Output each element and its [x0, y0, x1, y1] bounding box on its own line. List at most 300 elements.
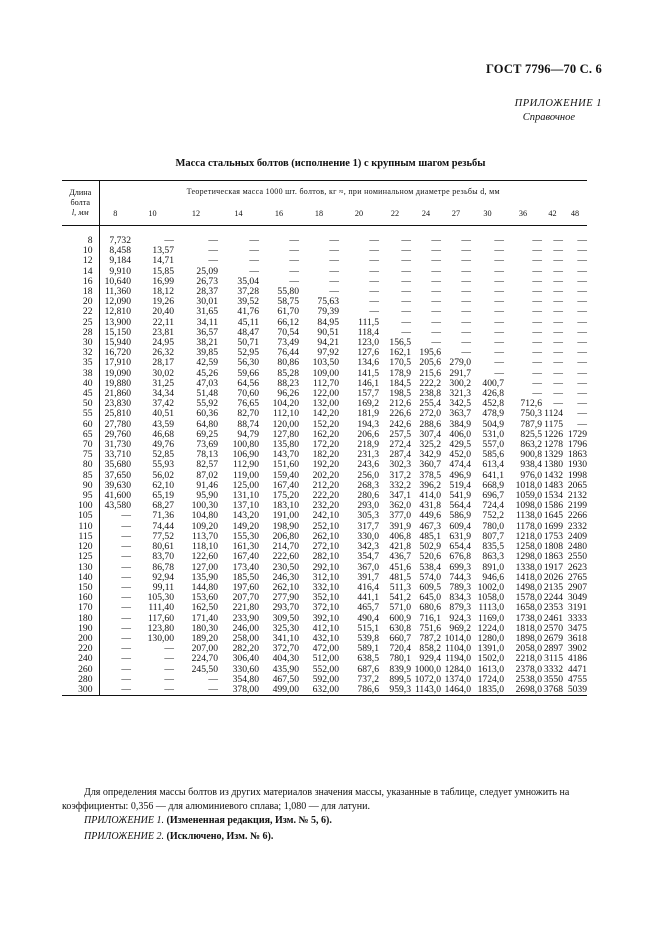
mass-cell: 212,20 — [312, 479, 339, 491]
appendix-type: Справочное — [522, 112, 575, 123]
mass-cell: 224,70 — [191, 653, 218, 665]
mass-cell: — — [532, 235, 542, 246]
mass-cell: — — [577, 296, 587, 308]
mass-cell: — — [401, 255, 411, 267]
mass-cell: 787,9 — [520, 418, 542, 430]
mass-cell: 242,6 — [389, 418, 411, 430]
mass-cell: 230,50 — [272, 561, 299, 573]
mass-cell: 144,80 — [191, 581, 218, 593]
mass-cell: 43,580 — [104, 500, 131, 512]
mass-cell: 16,99 — [152, 275, 174, 287]
bolt-length-cell: 55 — [62, 409, 99, 419]
mass-cell: 19,090 — [104, 367, 131, 379]
mass-cell: 19,880 — [104, 377, 131, 389]
mass-cell: 330,60 — [232, 663, 259, 675]
mass-cell: 33,710 — [104, 449, 131, 461]
mass-cell: 959,3 — [379, 685, 411, 696]
table-spacer-row — [62, 226, 587, 237]
mass-cell: — — [369, 265, 379, 277]
bolt-length-cell: 70 — [62, 440, 99, 450]
mass-cell: — — [431, 316, 441, 328]
mass-cell: 1278 — [543, 439, 563, 451]
mass-cell: 332,10 — [312, 581, 339, 593]
mass-cell: 46,68 — [152, 428, 174, 440]
mass-cell: 1818,0 — [515, 622, 542, 634]
mass-cell: 638,5 — [357, 653, 379, 665]
mass-cell: 392,10 — [312, 612, 339, 624]
mass-cell: 1058,0 — [477, 592, 504, 604]
mass-cell: 789,3 — [449, 581, 471, 593]
mass-cell: — — [329, 255, 339, 267]
length-header-line-1: Длина — [69, 188, 92, 197]
mass-cell: 2218,0 — [515, 653, 542, 665]
mass-cell: 531,0 — [482, 428, 504, 440]
mass-cell: 282,10 — [312, 551, 339, 563]
mass-cell: 82,70 — [237, 408, 259, 420]
mass-cell: 127,6 — [357, 347, 379, 359]
mass-cell: 291,7 — [449, 367, 471, 379]
mass-cell: 1098,0 — [515, 500, 542, 512]
mass-cell: 1329 — [543, 449, 563, 461]
mass-cell: — — [494, 245, 504, 257]
mass-cell: 1284,0 — [444, 663, 471, 675]
mass-cell: 362,0 — [389, 500, 411, 512]
mass-cell: 1018,0 — [515, 479, 542, 491]
bolt-length-cell: 85 — [62, 471, 99, 481]
mass-cell: 490,4 — [357, 612, 379, 624]
mass-cell: — — [577, 347, 587, 359]
mass-cell: 1808 — [543, 541, 563, 553]
mass-cell: 367,0 — [357, 561, 379, 573]
mass-cell: — — [461, 235, 471, 246]
mass-cell: — — [289, 255, 299, 267]
mass-cell: 552,00 — [312, 663, 339, 675]
mass-cell: — — [121, 510, 131, 522]
mass-cell: 39,630 — [104, 479, 131, 491]
mass-cell: 10,640 — [104, 275, 131, 287]
mass-cell: 452,8 — [482, 398, 504, 410]
mass-cell: 676,8 — [449, 551, 471, 563]
mass-cell: 834,3 — [449, 592, 471, 604]
mass-table — [62, 180, 587, 696]
table-row — [62, 246, 587, 256]
mass-cell: 125,00 — [232, 479, 259, 491]
diameter-header: 14 — [218, 203, 259, 226]
mass-cell: — — [369, 286, 379, 298]
mass-cell: 141,5 — [357, 367, 379, 379]
mass-cell: 750,3 — [520, 408, 542, 420]
mass-cell: 451,6 — [389, 561, 411, 573]
mass-cell: 38,21 — [196, 337, 218, 349]
mass-cell: 429,5 — [449, 439, 471, 451]
mass-cell: — — [577, 326, 587, 338]
mass-cell: — — [401, 235, 411, 246]
bolt-length-cell: 45 — [62, 389, 99, 399]
mass-cell: — — [289, 245, 299, 257]
bolt-length-cell: 8 — [62, 236, 99, 246]
mass-cell: — — [249, 255, 259, 267]
bolt-length-cell: 110 — [62, 522, 99, 532]
mass-cell: — — [249, 245, 259, 257]
mass-cell: — — [532, 347, 542, 359]
mass-cell: — — [553, 265, 563, 277]
mass-cell: 8,458 — [109, 245, 131, 257]
mass-cell: 100,80 — [232, 439, 259, 451]
mass-cell: 377,0 — [389, 510, 411, 522]
mass-cell: 1729 — [567, 428, 587, 440]
mass-cell: 130,00 — [147, 632, 174, 644]
mass-cell: 1699 — [543, 520, 563, 532]
mass-cell: 206,6 — [357, 428, 379, 440]
mass-cell: 282,20 — [232, 643, 259, 655]
mass-cell: 1280,0 — [477, 632, 504, 644]
mass-cell: 2623 — [567, 561, 587, 573]
mass-cell: 1143,0 — [411, 685, 441, 696]
mass-cell: 780,0 — [482, 520, 504, 532]
bolt-length-cell: 65 — [62, 430, 99, 440]
mass-cell: 15,150 — [104, 326, 131, 338]
appendix-note-2 — [84, 831, 273, 842]
mass-cell: 1796 — [567, 439, 587, 451]
mass-cell: 277,90 — [272, 592, 299, 604]
mass-cell: 35,680 — [104, 459, 131, 471]
mass-cell: 786,6 — [339, 685, 379, 696]
mass-cell: 131,10 — [232, 490, 259, 502]
mass-cell: 481,5 — [389, 571, 411, 583]
mass-cell: 574,0 — [419, 571, 441, 583]
mass-cell: 406,0 — [449, 428, 471, 440]
mass-cell: 252,10 — [312, 520, 339, 532]
mass-cell: — — [461, 306, 471, 318]
mass-cell: — — [401, 326, 411, 338]
mass-cell: 751,6 — [419, 622, 441, 634]
mass-cell: 2135 — [543, 581, 563, 593]
mass-cell: — — [494, 265, 504, 277]
mass-cell: 372,70 — [272, 643, 299, 655]
table-row — [62, 552, 587, 562]
mass-cell: 4755 — [567, 673, 587, 685]
mass-cell: 752,2 — [482, 510, 504, 522]
mass-cell: 302,3 — [389, 459, 411, 471]
mass-cell: 321,3 — [449, 388, 471, 400]
mass-cell: — — [121, 571, 131, 583]
mass-cell: — — [164, 663, 174, 675]
mass-cell: 404,30 — [272, 653, 299, 665]
bolt-length-cell: 120 — [62, 542, 99, 552]
bolt-length-cell: 18 — [62, 287, 99, 297]
mass-cell: 70,60 — [237, 388, 259, 400]
mass-cell: 630,8 — [389, 622, 411, 634]
mass-cell: 412,10 — [312, 622, 339, 634]
mass-cell: 15,85 — [152, 265, 174, 277]
mass-cell: 1226 — [543, 428, 563, 440]
mass-cell: 9,184 — [109, 255, 131, 267]
mass-cell: 23,830 — [104, 398, 131, 410]
mass-cell: 119,00 — [232, 469, 259, 481]
mass-cell: 305,3 — [357, 510, 379, 522]
mass-cell: — — [249, 265, 259, 277]
mass-cell: — — [401, 306, 411, 318]
mass-cell: — — [289, 235, 299, 246]
mass-cell: — — [532, 255, 542, 267]
mass-cell: 191,00 — [272, 510, 299, 522]
mass-cell: 341,10 — [272, 632, 299, 644]
mass-cell: — — [553, 388, 563, 400]
mass-cell: — — [249, 235, 259, 246]
mass-cell: — — [369, 245, 379, 257]
mass-cell: 2026 — [543, 571, 563, 583]
mass-cell: 60,36 — [196, 408, 218, 420]
mass-cell: 34,11 — [196, 316, 218, 328]
mass-cell: 474,4 — [449, 459, 471, 471]
mass-cell: — — [329, 265, 339, 277]
mass-cell: 1059,0 — [515, 490, 542, 502]
material-note: Для определения массы болтов из других материалов значения массы, указанные в таблице, следует умножить на коэффициенты: 0,356 — для алюминиевого сплава; 1,080 — для латуни. — [62, 787, 570, 812]
mass-cell: 976,0 — [520, 469, 542, 481]
mass-cell: 485,1 — [419, 530, 441, 542]
mass-cell: 178,9 — [389, 367, 411, 379]
mass-cell: 207,70 — [232, 592, 259, 604]
mass-cell: 122,60 — [191, 551, 218, 563]
mass-cell: 332,2 — [389, 479, 411, 491]
mass-cell: 207,00 — [191, 643, 218, 655]
mass-cell: 212,6 — [389, 398, 411, 410]
mass-cell: — — [494, 326, 504, 338]
mass-cell: — — [494, 357, 504, 369]
mass-cell: 312,10 — [312, 571, 339, 583]
mass-cell: 104,80 — [191, 510, 218, 522]
mass-cell: 1218,0 — [515, 530, 542, 542]
mass-cell: 1738,0 — [515, 612, 542, 624]
mass-cell: — — [121, 632, 131, 644]
mass-cell: 414,0 — [419, 490, 441, 502]
mass-cell: 13,57 — [152, 245, 174, 257]
bolt-length-cell: 140 — [62, 573, 99, 583]
mass-cell: — — [532, 357, 542, 369]
mass-cell: 52,85 — [152, 449, 174, 461]
mass-cell: — — [431, 265, 441, 277]
mass-cell: 4186 — [567, 653, 587, 665]
mass-cell: — — [577, 367, 587, 379]
mass-cell: — — [431, 235, 441, 246]
mass-cell: 256,0 — [357, 469, 379, 481]
mass-cell: — — [494, 367, 504, 379]
mass-cell: — — [431, 275, 441, 287]
mass-cell: — — [431, 306, 441, 318]
mass-cell: 342,9 — [419, 449, 441, 461]
mass-cell: 68,27 — [152, 500, 174, 512]
mass-cell: 12,090 — [104, 296, 131, 308]
mass-cell: 449,6 — [419, 510, 441, 522]
mass-cell: 1418,0 — [515, 571, 542, 583]
mass-cell: 104,20 — [272, 398, 299, 410]
mass-cell: 426,8 — [482, 388, 504, 400]
mass-cell: 1104,0 — [444, 643, 471, 655]
mass-cell: — — [577, 337, 587, 349]
mass-cell: 396,2 — [419, 479, 441, 491]
bolt-length-cell: 90 — [62, 481, 99, 491]
mass-cell: — — [577, 265, 587, 277]
mass-cell: 84,95 — [317, 316, 339, 328]
mass-cell: 171,40 — [191, 612, 218, 624]
mass-cell: — — [577, 418, 587, 430]
mass-cell: 76,65 — [237, 398, 259, 410]
mass-cell: 1258,0 — [515, 541, 542, 553]
mass-cell: 31,25 — [152, 377, 174, 389]
mass-cell: 111,40 — [148, 602, 174, 614]
mass-cell: 181,9 — [357, 408, 379, 420]
mass-cell: 112,10 — [272, 408, 299, 420]
mass-cell: — — [121, 673, 131, 685]
mass-cell: 167,40 — [272, 479, 299, 491]
mass-cell: 807,7 — [482, 530, 504, 542]
mass-cell: 222,20 — [312, 490, 339, 502]
mass-cell: 30,01 — [196, 296, 218, 308]
table-row — [62, 654, 587, 664]
mass-cell: 31,65 — [196, 306, 218, 318]
bolt-length-cell: 240 — [62, 654, 99, 664]
mass-cell: 156,5 — [389, 337, 411, 349]
mass-cell: — — [329, 286, 339, 298]
mass-cell: — — [174, 685, 218, 696]
mass-cell: 354,7 — [357, 551, 379, 563]
mass-cell: 90,51 — [317, 326, 339, 338]
mass-cell: 161,30 — [232, 541, 259, 553]
appendix-note-2-text: (Исключено, Изм. № 6). — [166, 831, 274, 842]
length-header — [62, 181, 99, 226]
mass-cell: 1658,0 — [515, 602, 542, 614]
mass-cell: 716,1 — [419, 612, 441, 624]
mass-cell: — — [553, 286, 563, 298]
mass-cell: 159,40 — [272, 469, 299, 481]
mass-cell: 3768 — [543, 683, 563, 695]
mass-cell: 1586 — [543, 500, 563, 512]
mass-cell: 24,95 — [152, 337, 174, 349]
mass-cell: 180,30 — [191, 622, 218, 634]
mass-cell: 15,940 — [104, 337, 131, 349]
mass-cell: 2897 — [543, 643, 563, 655]
bolt-length-cell: 38 — [62, 369, 99, 379]
mass-cell: 42,59 — [196, 357, 218, 369]
bolt-length-cell: 60 — [62, 420, 99, 430]
mass-cell: 2538,0 — [515, 673, 542, 685]
mass-cell: 835,5 — [482, 541, 504, 553]
mass-cell: 378,00 — [218, 685, 259, 696]
diameter-header-row — [62, 203, 587, 226]
mass-cell: 2698,0 — [504, 685, 542, 696]
mass-cell: — — [369, 275, 379, 287]
mass-cell: 317,7 — [357, 520, 379, 532]
mass-cell: 1502,0 — [477, 653, 504, 665]
mass-cell: 58,75 — [277, 296, 299, 308]
mass-cell: 660,7 — [389, 632, 411, 644]
mass-cell: 73,69 — [196, 439, 218, 451]
mass-cell: 699,3 — [449, 561, 471, 573]
mass-cell: 62,10 — [152, 479, 174, 491]
mass-cell: — — [461, 275, 471, 287]
mass-cell: — — [532, 326, 542, 338]
mass-cell: 292,10 — [312, 561, 339, 573]
mass-cell: 83,70 — [152, 551, 174, 563]
mass-cell: 1753 — [543, 530, 563, 542]
mass-cell: 432,10 — [312, 632, 339, 644]
mass-cell: 1380 — [543, 459, 563, 471]
mass-cell: 151,60 — [272, 459, 299, 471]
mass-cell: 3902 — [567, 643, 587, 655]
mass-cell: 2058,0 — [515, 643, 542, 655]
mass-cell: 51,48 — [196, 388, 218, 400]
mass-cell: — — [121, 622, 131, 634]
mass-cell: — — [208, 245, 218, 257]
mass-cell: — — [401, 275, 411, 287]
mass-cell: 173,40 — [232, 561, 259, 573]
mass-cell: 1645 — [543, 510, 563, 522]
mass-cell: 1898,0 — [515, 632, 542, 644]
mass-cell: 1863 — [567, 449, 587, 461]
mass-cell: 222,60 — [272, 551, 299, 563]
mass-cell: 221,80 — [232, 602, 259, 614]
mass-cell: 45,26 — [196, 367, 218, 379]
mass-cell: — — [553, 377, 563, 389]
mass-cell: — — [164, 673, 174, 685]
mass-cell: 342,3 — [357, 541, 379, 553]
mass-cell: 1000,0 — [414, 663, 441, 675]
bolt-length-cell: 75 — [62, 450, 99, 460]
mass-cell: 2378,0 — [515, 663, 542, 675]
bolt-length-cell: 40 — [62, 379, 99, 389]
mass-cell: 97,92 — [317, 347, 339, 359]
mass-cell: 511,3 — [389, 581, 411, 593]
mass-cell: 80,86 — [277, 357, 299, 369]
mass-cell: 472,00 — [312, 643, 339, 655]
bolt-length-cell: 115 — [62, 532, 99, 542]
mass-cell: 307,4 — [419, 428, 441, 440]
mass-cell: — — [121, 592, 131, 604]
mass-cell: 272,10 — [312, 541, 339, 553]
mass-cell: 146,1 — [357, 377, 379, 389]
mass-cell: 182,20 — [312, 449, 339, 461]
mass-cell: — — [494, 296, 504, 308]
mass-cell: 70,54 — [277, 326, 299, 338]
mass-cell: 143,70 — [272, 449, 299, 461]
mass-cell: 22,11 — [152, 316, 174, 328]
diameter-header: 10 — [131, 203, 174, 226]
mass-cell: — — [369, 255, 379, 267]
mass-cell: 330,0 — [357, 530, 379, 542]
mass-cell: 41,600 — [104, 490, 131, 502]
mass-cell: 641,1 — [482, 469, 504, 481]
mass-cell: — — [121, 541, 131, 553]
mass-cell: — — [532, 306, 542, 318]
mass-cell: 99,11 — [152, 581, 174, 593]
mass-cell: — — [577, 357, 587, 369]
mass-cell: 232,20 — [312, 500, 339, 512]
mass-cell: 268,3 — [357, 479, 379, 491]
mass-cell: 16,720 — [104, 347, 131, 359]
mass-cell: 79,39 — [317, 306, 339, 318]
mass-cell: 441,1 — [357, 592, 379, 604]
mass-cell: 246,30 — [272, 571, 299, 583]
mass-cell: 539,8 — [357, 632, 379, 644]
mass-cell: 50,71 — [237, 337, 259, 349]
mass-cell: 94,79 — [237, 428, 259, 440]
diameter-header: 8 — [99, 203, 131, 226]
diameter-header: 42 — [542, 203, 563, 226]
mass-cell: 34,34 — [152, 388, 174, 400]
mass-cell: 11,360 — [104, 286, 131, 298]
mass-cell: — — [121, 581, 131, 593]
mass-cell: 858,2 — [419, 643, 441, 655]
